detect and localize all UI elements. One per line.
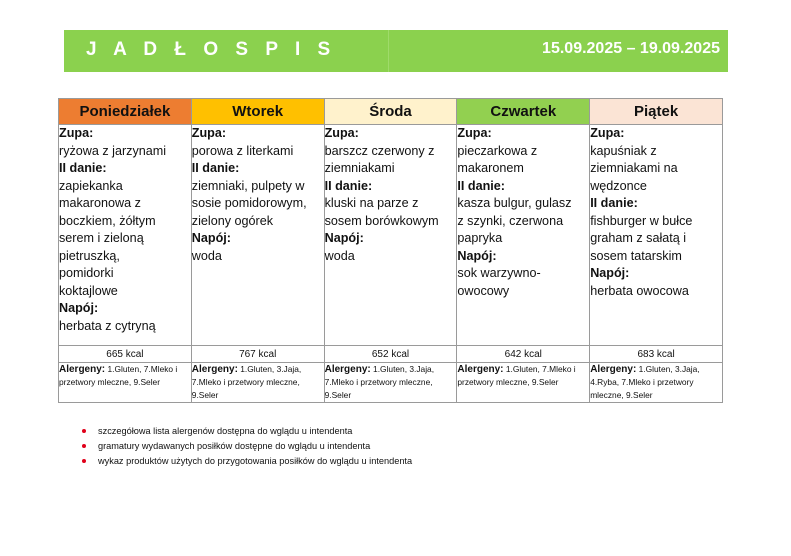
menu-table: [58, 98, 723, 403]
drink-label: Napój:: [191, 231, 231, 245]
drink-label: Napój:: [457, 248, 497, 263]
allergens-thursday: [457, 363, 590, 403]
drink-text: woda: [324, 248, 355, 263]
drink-text: woda: [191, 248, 222, 263]
meal-cell-thursday: [457, 125, 590, 346]
kcal-tuesday: 767 kcal: [191, 346, 324, 363]
note-text: wykaz produktów użytych do przygotowania posiłków do wglądu u intendenta: [98, 456, 413, 466]
allergens-tuesday: [191, 363, 324, 403]
main-label: II danie:: [59, 161, 107, 175]
soup-label: Zupa:: [191, 126, 227, 140]
allergens-friday: [590, 363, 723, 403]
meal-cell-friday: [590, 125, 723, 346]
notes-list: [78, 424, 412, 469]
soup-text: barszcz czerwony z ziemniakami: [324, 143, 435, 175]
meal-row: [59, 125, 723, 346]
soup-label: Zupa:: [324, 126, 359, 140]
header-banner: [64, 30, 728, 72]
allergens-label: Alergeny:: [324, 364, 371, 375]
soup-text: porowa z literkami: [191, 143, 294, 158]
day-header-thursday: Czwartek: [457, 99, 590, 125]
allergens-text: 1.Gluten, 7.Mleko i przetwory mleczne, 9.Seler: [59, 364, 178, 387]
note-item: [78, 454, 412, 469]
main-label: II danie:: [457, 178, 505, 193]
main-text: fishburger w bułce graham z sałatą i sosem tatarskim: [590, 213, 693, 263]
main-text: zapiekanka makaronowa z boczkiem, żółtym serem i zieloną pietruszką, pomidorki koktajlowe: [59, 178, 156, 298]
meal-cell-monday: [59, 125, 192, 346]
day-header-wednesday: Środa: [324, 99, 457, 125]
allergens-text: 1.Gluten, 3.Jaja, 7.Mleko i przetwory mleczne, 9.Seler: [324, 364, 435, 400]
kcal-row: [59, 346, 723, 363]
day-header-row: [59, 99, 723, 125]
soup-label: Zupa:: [590, 126, 625, 140]
soup-label: Zupa:: [457, 126, 492, 140]
drink-text: herbata z cytryną: [59, 318, 156, 333]
meal-cell-tuesday: [191, 125, 324, 346]
main-label: II danie:: [590, 196, 638, 210]
banner-divider: [388, 30, 389, 72]
bullet-icon: [82, 444, 86, 448]
kcal-wednesday: 652 kcal: [324, 346, 457, 363]
kcal-thursday: 642 kcal: [457, 346, 590, 363]
main-label: II danie:: [191, 161, 240, 175]
main-text: kasza bulgur, gulasz z szynki, czerwona papryka: [457, 196, 572, 245]
allergens-text: 1.Gluten, 7.Mleko i przetwory mleczne, 9.Seler: [457, 364, 576, 387]
soup-text: pieczarkowa z makaronem: [457, 143, 538, 175]
drink-text: sok warzywno- owocowy: [457, 266, 541, 298]
allergens-label: Alergeny:: [59, 364, 106, 375]
allergens-label: Alergeny:: [590, 364, 637, 375]
allergens-text: 1.Gluten, 3.Jaja, 4.Ryba, 7.Mleko i przetwory mleczne, 9.Seler: [590, 364, 700, 400]
drink-label: Napój:: [324, 231, 364, 245]
main-text: kluski na parze z sosem borówkowym: [324, 196, 439, 228]
note-text: gramatury wydawanych posiłków dostępne do wglądu u intendenta: [98, 441, 371, 451]
note-text: szczegółowa lista alergenów dostępna do wglądu u intendenta: [98, 426, 353, 436]
date-range: 15.09.2025 – 19.09.2025: [542, 40, 720, 57]
drink-label: Napój:: [59, 301, 99, 315]
allergens-row: [59, 363, 723, 403]
allergens-label: Alergeny:: [191, 364, 238, 375]
day-header-tuesday: Wtorek: [191, 99, 324, 125]
main-text: ziemniaki, pulpety w sosie pomidorowym, zielony ogórek: [191, 178, 307, 228]
allergens-text: 1.Gluten, 3.Jaja, 7.Mleko i przetwory mleczne, 9.Seler: [191, 364, 302, 400]
allergens-label: Alergeny:: [457, 364, 504, 375]
kcal-monday: 665 kcal: [59, 346, 192, 363]
drink-label: Napój:: [590, 266, 630, 280]
kcal-friday: 683 kcal: [590, 346, 723, 363]
bullet-icon: [82, 429, 86, 433]
soup-text: ryżowa z jarzynami: [59, 143, 167, 158]
day-header-friday: Piątek: [590, 99, 723, 125]
meal-cell-wednesday: [324, 125, 457, 346]
soup-text: kapuśniak z ziemniakami na wędzonce: [590, 143, 678, 193]
day-header-monday: Poniedziałek: [59, 99, 192, 125]
soup-label: Zupa:: [59, 126, 94, 140]
drink-text: herbata owocowa: [590, 283, 689, 298]
page-title: J A D Ł O S P I S: [86, 39, 337, 60]
allergens-wednesday: [324, 363, 457, 403]
note-item: [78, 439, 412, 454]
note-item: [78, 424, 412, 439]
main-label: II danie:: [324, 178, 373, 193]
bullet-icon: [82, 459, 86, 463]
allergens-monday: [59, 363, 192, 403]
